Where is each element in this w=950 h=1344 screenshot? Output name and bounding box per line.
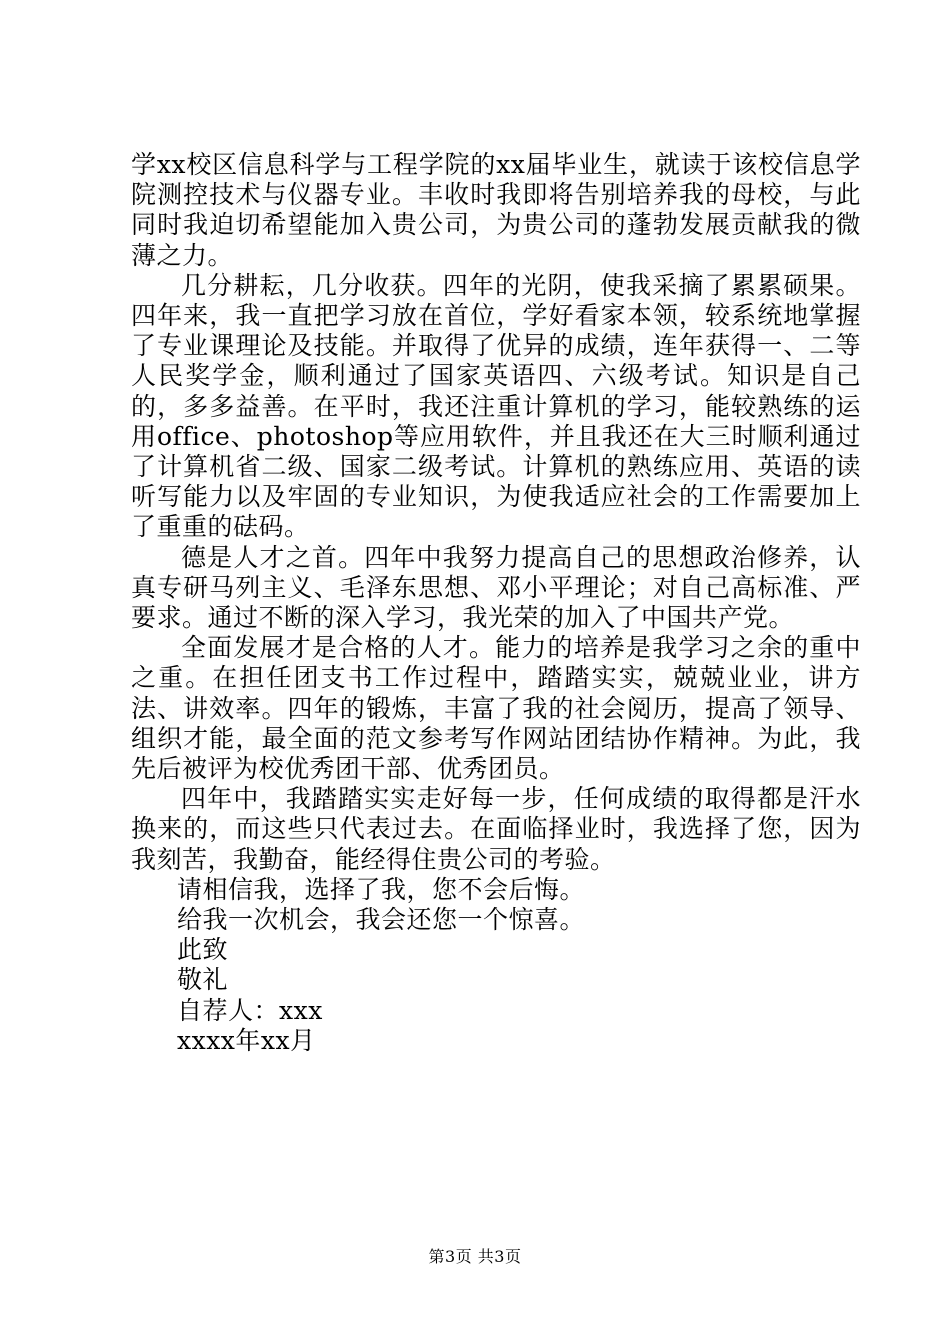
- paragraph-academics: 几分耕耘，几分收获。四年的光阴，使我采摘了累累硕果。四年来，我一直把学习放在首位，学好看家本领，较系统地掌握了专业课理论及技能。并取得了优异的成绩，连年获得一、二等人民奖学金，顺利通过了国家英语四、六级考试。知识是自己的，多多益善。在平时，我还注重计算机的学习，能较熟练的运用office、photoshop等应用软件，并且我还在大三时顺利通过了计算机省二级、国家二级考试。计算机的熟练应用、英语的读听写能力以及牢固的专业知识，为使我适应社会的工作需要加上了重重的砝码。: [131, 270, 861, 542]
- page-number-footer: 第3页 共3页: [428, 1247, 522, 1266]
- paragraph-trust: 请相信我，选择了我，您不会后悔。: [177, 874, 586, 904]
- paragraph-summary: 四年中，我踏踏实实走好每一步，任何成绩的取得都是汗水换来的，而这些只代表过去。在面临择业时，我选择了您，因为我刻苦，我勤奋，能经得住贵公司的考验。: [131, 784, 861, 874]
- letter-body: [131, 150, 861, 1056]
- closing-line: 此致: [177, 935, 229, 965]
- paragraph-abilities: 全面发展才是合格的人才。能力的培养是我学习之余的重中之重。在担任团支书工作过程中，踏踏实实，兢兢业业，讲方法、讲效率。四年的锻炼，丰富了我的社会阅历，提高了领导、组织才能，最全面的范文参考写作网站团结协作精神。为此，我先后被评为校优秀团干部、优秀团员。: [131, 633, 861, 784]
- signature-line: 自荐人：xxx: [177, 995, 323, 1025]
- date-line: xxxx年xx月: [177, 1025, 316, 1055]
- salutation-line: 敬礼: [177, 965, 229, 995]
- paragraph-morality: 德是人才之首。四年中我努力提高自己的思想政治修养，认真专研马列主义、毛泽东思想、邓小平理论；对自己高标准、严要求。通过不断的深入学习，我光荣的加入了中国共产党。: [131, 542, 861, 633]
- paragraph-chance: 给我一次机会，我会还您一个惊喜。: [177, 905, 586, 935]
- paragraph-intro-continued: 学xx校区信息科学与工程学院的xx届毕业生，就读于该校信息学院测控技术与仪器专业。丰收时我即将告别培养我的母校，与此同时我迫切希望能加入贵公司，为贵公司的蓬勃发展贡献我的微薄之力。: [131, 150, 861, 270]
